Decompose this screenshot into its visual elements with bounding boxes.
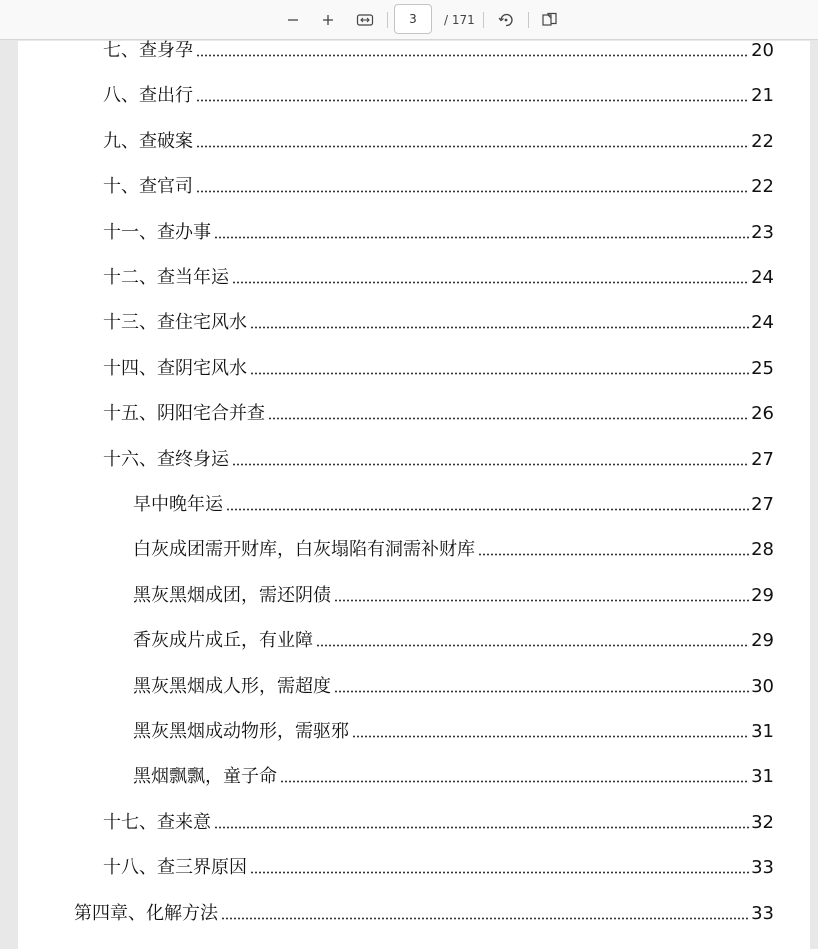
toc-entry[interactable] <box>103 174 774 200</box>
toc-entry-title: 七、查身孕 <box>103 40 193 61</box>
toc-leader-dots <box>280 780 749 783</box>
toc-entry-page-number: 32 <box>751 812 774 833</box>
rotate-button[interactable] <box>492 6 520 34</box>
toc-entry-title: 十、查官司 <box>103 176 193 197</box>
toc-entry[interactable] <box>133 537 774 563</box>
zoom-out-button[interactable] <box>279 6 307 34</box>
toc-leader-dots <box>221 917 749 920</box>
toc-entry-title: 十一、查办事 <box>103 222 211 243</box>
toc-leader-dots <box>196 54 749 57</box>
toc-entry-page-number: 26 <box>751 403 774 424</box>
toc-entry-title: 黑烟飘飘，童子命 <box>133 766 277 787</box>
minus-icon <box>286 13 300 27</box>
toc-entry-title: 香灰成片成丘，有业障 <box>133 630 313 651</box>
toc-entry-page-number: 24 <box>751 312 774 333</box>
toc-entry-page-number: 33 <box>751 903 774 924</box>
toc-entry-page-number: 25 <box>751 358 774 379</box>
page-view-icon <box>541 12 559 28</box>
toc-entry-title: 十三、查住宅风水 <box>103 312 247 333</box>
toc-leader-dots <box>268 417 749 420</box>
toc-leader-dots <box>214 236 749 239</box>
toc-entry[interactable] <box>133 492 774 518</box>
toc-entry-page-number: 30 <box>751 676 774 697</box>
toc-entry-title: 黑灰黑烟成团，需还阴债 <box>133 585 331 606</box>
document-page <box>18 41 810 949</box>
toc-entry-title: 第四章、化解方法 <box>74 903 218 924</box>
toc-entry-title: 黑灰黑烟成人形，需超度 <box>133 676 331 697</box>
toc-leader-dots <box>196 145 749 148</box>
toc-entry-page-number: 31 <box>751 766 774 787</box>
toc-entry[interactable] <box>103 220 774 246</box>
rotate-icon <box>497 11 515 29</box>
toc-entry-page-number: 23 <box>751 222 774 243</box>
toc-entry[interactable] <box>103 356 774 382</box>
toc-entry-page-number: 24 <box>751 267 774 288</box>
plus-icon <box>321 13 335 27</box>
toc-entry-page-number: 31 <box>751 721 774 742</box>
toc-leader-dots <box>250 326 749 329</box>
toc-leader-dots <box>250 871 749 874</box>
toc-entry-page-number: 27 <box>751 494 774 515</box>
page-view-button[interactable] <box>536 6 564 34</box>
toc-entry[interactable] <box>133 719 774 745</box>
toc-entry-title: 九、查破案 <box>103 131 193 152</box>
zoom-in-button[interactable] <box>314 6 342 34</box>
toc-entry[interactable] <box>103 447 774 473</box>
toc-entry[interactable] <box>103 310 774 336</box>
toc-entry-page-number: 29 <box>751 630 774 651</box>
pdf-toolbar <box>0 0 818 40</box>
toc-entry[interactable] <box>74 901 774 927</box>
toc-leader-dots <box>232 281 749 284</box>
fit-width-icon <box>356 13 374 27</box>
toc-leader-dots <box>214 826 749 829</box>
toc-entry[interactable] <box>103 83 774 109</box>
toolbar-divider <box>387 12 388 28</box>
toc-leader-dots <box>226 508 749 511</box>
toc-entry-page-number: 27 <box>751 449 774 470</box>
toc-entry[interactable] <box>103 401 774 427</box>
toc-leader-dots <box>478 553 749 556</box>
toc-entry-page-number: 28 <box>751 539 774 560</box>
toc-entry-title: 白灰成团需开财库，白灰塌陷有洞需补财库 <box>133 539 475 560</box>
toc-entry-page-number: 22 <box>751 176 774 197</box>
toc-leader-dots <box>196 190 749 193</box>
toc-entry-title: 早中晚年运 <box>133 494 223 515</box>
toc-leader-dots <box>334 690 749 693</box>
toc-leader-dots <box>334 599 749 602</box>
toc-entry[interactable] <box>103 810 774 836</box>
toc-entry-title: 八、查出行 <box>103 85 193 106</box>
toc-entry-page-number: 21 <box>751 85 774 106</box>
toc-entry-page-number: 29 <box>751 585 774 606</box>
toc-entry-title: 黑灰黑烟成动物形，需驱邪 <box>133 721 349 742</box>
toc-entry[interactable] <box>133 583 774 609</box>
toc-leader-dots <box>232 463 749 466</box>
toc-entry-page-number: 33 <box>751 857 774 878</box>
toc-leader-dots <box>316 644 749 647</box>
toc-entry-title: 十八、查三界原因 <box>103 857 247 878</box>
toc-entry[interactable] <box>103 855 774 881</box>
toc-leader-dots <box>196 99 749 102</box>
toc-leader-dots <box>250 372 749 375</box>
toc-entry[interactable] <box>103 38 774 64</box>
toc-entry-title: 十二、查当年运 <box>103 267 229 288</box>
fit-width-button[interactable] <box>351 6 379 34</box>
page-number-input[interactable] <box>394 4 432 34</box>
toc-entry[interactable] <box>133 764 774 790</box>
toc-entry-title: 十五、阴阳宅合并查 <box>103 403 265 424</box>
toc-entry-title: 十六、查终身运 <box>103 449 229 470</box>
toc-entry[interactable] <box>133 628 774 654</box>
toc-entry-page-number: 22 <box>751 131 774 152</box>
toc-entry-title: 十七、查来意 <box>103 812 211 833</box>
toc-entry-page-number: 20 <box>751 40 774 61</box>
toolbar-divider <box>483 12 484 28</box>
toc-entry[interactable] <box>133 674 774 700</box>
toc-entry-title: 十四、查阴宅风水 <box>103 358 247 379</box>
toolbar-divider <box>528 12 529 28</box>
toc-leader-dots <box>352 735 749 738</box>
toc-entry[interactable] <box>103 265 774 291</box>
toc-entry[interactable] <box>103 129 774 155</box>
total-pages-label: / 171 <box>444 13 475 27</box>
